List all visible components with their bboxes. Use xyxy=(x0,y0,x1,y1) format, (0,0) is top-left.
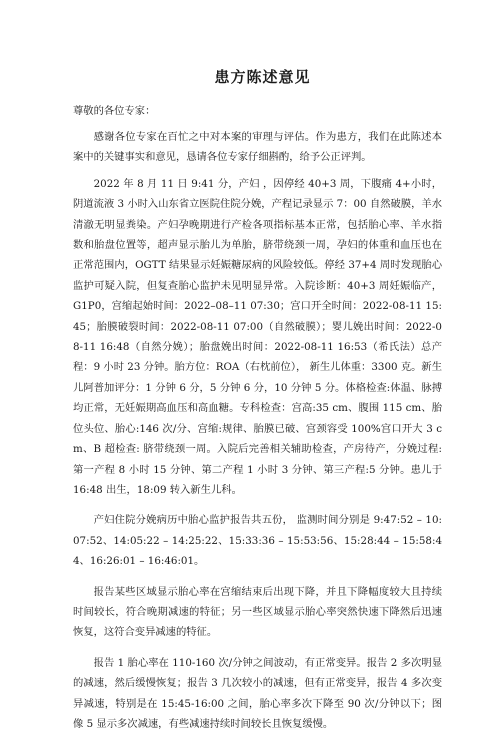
paragraph-deceleration-features: 报告某些区域显示胎心率在宫缩结束后出现下降，并且下降幅度较大且持续时间较长，符合晚期减速的特征；另一些区域显示胎心率突然快速下降然后迅速恢复，这符合变异减速的特征。 xyxy=(73,585,442,639)
document-title: 患方陈述意见 xyxy=(214,68,311,86)
paragraph-intro: 感谢各位专家在百忙之中对本案的审理与评估。作为患方，我们在此陈述本案中的关键事实和意见，恳请各位专家仔细斟酌，给予公正评判。 xyxy=(73,131,442,164)
salutation: 尊敬的各位专家： xyxy=(73,105,156,117)
paragraph-monitoring-reports: 产妇住院分娩病历中胎心监护报告共五份， 监测时间分别是 9:47:52 – 10:07:52、14:05:22 – 14:25:22、15:33:36 – 15:53:56、15:28:44 – 15:58:44、16:26:01 – 16:46:01。 xyxy=(73,514,442,568)
paragraph-report-details: 报告 1 胎心率在 110-160 次/分钟之间波动，有正常变异。报告 2 多次明显的减速，然后缓慢恢复；报告 3 几次较小的减速，但有正常变异，报告 4 多次变异减速，特别是在 15:45-16:00 之间，胎心率多次下降至 90 次/分钟以下；图像 5 显示多次减速，有些减速持续时间较长且恢复缓慢。 xyxy=(73,656,442,730)
paragraph-case-facts: 2022 年 8 月 11 日 9:41 分，产妇 ，因停经 40+3 周，下腹痛 4+小时，阴道流液 3 小时入山东省立医院住院分娩，产程记录显示 7：00 自然破膜，羊水清澈无明显粪染。产妇孕晚期进行产检各项指标基本正常，包括胎心率、羊水指数和胎盘位置等，超声显示胎儿为单胎，脐带绕颈一周，孕妇的体重和血压也在正常范围内，OGTT 结果显示妊娠糖尿病的风险较低。停经 37+4 周时发现胎心监护可疑入院，但复查胎心监护未见明显异常。入院诊断：40+3 周妊娠临产，G1P0，宫缩起始时间：2022–08–11 07:30；宫口开全时间：2022-08-11 15:45；胎膜破裂时间：2022-08-11 07:00（自然破膜）；婴儿娩出时间：2022-08-11 16:48（自然分娩）；胎盘娩出时间：2022-08-11 16:53（希氏法）总产程：9 小时 23 分钟。胎方位：ROA（右枕前位）， 新生儿体重：3300 克。新生儿阿普加评分：1 分钟 6 分，5 分钟 6 分，10 分钟 5 分。体格检查:体温、脉搏均正常，无妊娠期高血压和高血糖。专科检查：宫高:35 cm、腹围 115 cm、胎位头位、胎心:146 次/分、宫缩:规律、胎膜已破、宫颈容受 100%宫口开大 3 cm、B 超检查: 脐带绕颈一周。入院后完善相关辅助检查，产房待产，分娩过程:第一产程 8 小时 15 分钟、第二产程 1 小时 3 分钟、第三产程:5 分钟。患儿于 16:48 出生，18:09 转入新生儿科。 xyxy=(73,177,443,496)
